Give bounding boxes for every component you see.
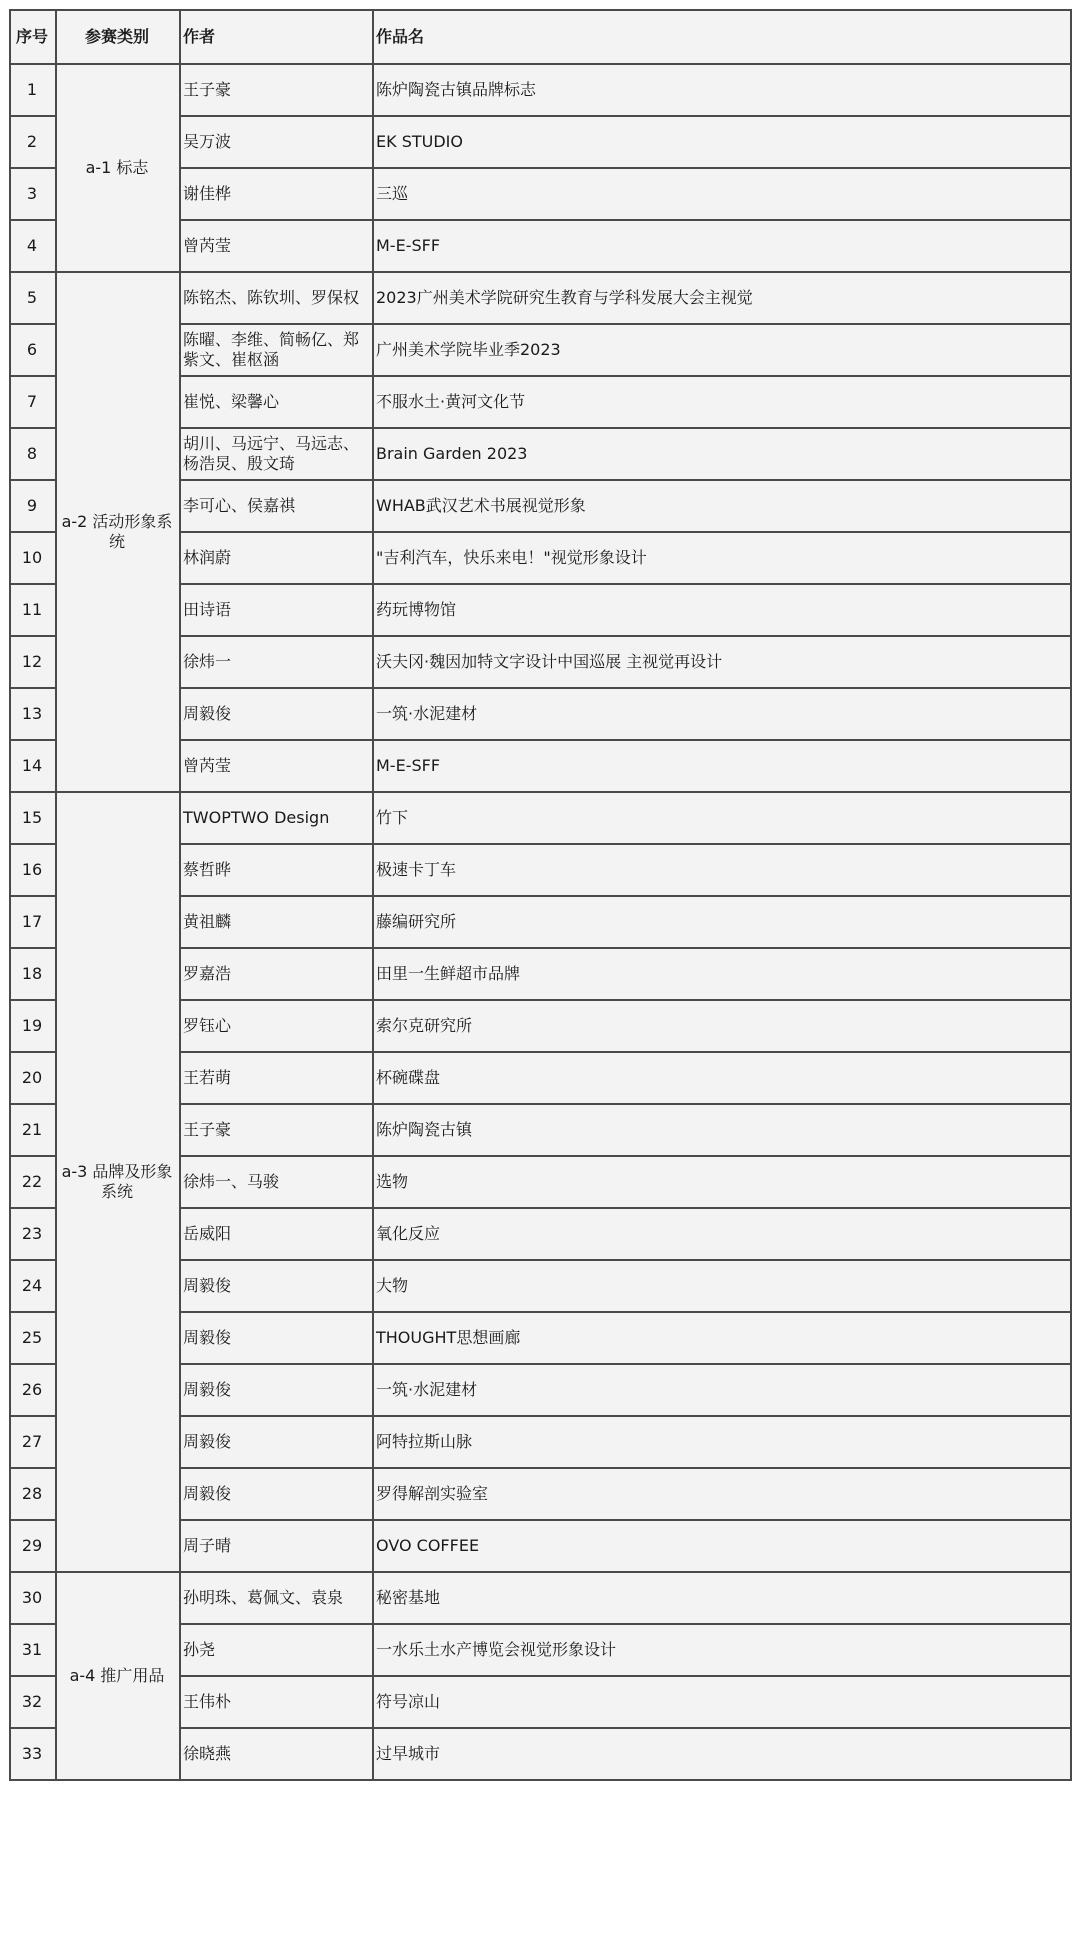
- row-number: 23: [10, 1208, 56, 1260]
- work-title-cell: M-E-SFF: [373, 220, 1071, 272]
- row-number: 10: [10, 532, 56, 584]
- row-number: 5: [10, 272, 56, 324]
- author-cell: 黄祖麟: [180, 896, 373, 948]
- work-title-cell: Brain Garden 2023: [373, 428, 1071, 480]
- work-title-cell: 氧化反应: [373, 1208, 1071, 1260]
- row-number: 11: [10, 584, 56, 636]
- table-body: [10, 64, 1071, 1780]
- author-cell: 曾芮莹: [180, 740, 373, 792]
- row-number: 14: [10, 740, 56, 792]
- author-cell: 岳威阳: [180, 1208, 373, 1260]
- table-row: [10, 64, 1071, 116]
- work-title-cell: 杯碗碟盘: [373, 1052, 1071, 1104]
- author-cell: 孙明珠、葛佩文、袁泉: [180, 1572, 373, 1624]
- header-category: 参赛类别: [56, 10, 180, 64]
- author-cell: 陈铭杰、陈钦圳、罗保权: [180, 272, 373, 324]
- row-number: 12: [10, 636, 56, 688]
- work-title-cell: 三巡: [373, 168, 1071, 220]
- row-number: 4: [10, 220, 56, 272]
- work-title-cell: 一筑·水泥建材: [373, 688, 1071, 740]
- author-cell: 徐晓燕: [180, 1728, 373, 1780]
- category-cell: a-1 标志: [56, 64, 180, 272]
- work-title-cell: 2023广州美术学院研究生教育与学科发展大会主视觉: [373, 272, 1071, 324]
- author-cell: 周毅俊: [180, 1416, 373, 1468]
- row-number: 1: [10, 64, 56, 116]
- author-cell: 周毅俊: [180, 1468, 373, 1520]
- row-number: 29: [10, 1520, 56, 1572]
- work-title-cell: 过早城市: [373, 1728, 1071, 1780]
- author-cell: 曾芮莹: [180, 220, 373, 272]
- work-title-cell: 选物: [373, 1156, 1071, 1208]
- work-title-cell: 一筑·水泥建材: [373, 1364, 1071, 1416]
- author-cell: 王伟朴: [180, 1676, 373, 1728]
- author-cell: 徐炜一: [180, 636, 373, 688]
- author-cell: 孙尧: [180, 1624, 373, 1676]
- row-number: 28: [10, 1468, 56, 1520]
- work-title-cell: "吉利汽车，快乐来电！"视觉形象设计: [373, 532, 1071, 584]
- row-number: 24: [10, 1260, 56, 1312]
- header-work: 作品名: [373, 10, 1071, 64]
- row-number: 16: [10, 844, 56, 896]
- author-cell: 周子晴: [180, 1520, 373, 1572]
- author-cell: TWOPTWO Design: [180, 792, 373, 844]
- category-cell: a-2 活动形象系统: [56, 272, 180, 792]
- header-author: 作者: [180, 10, 373, 64]
- work-title-cell: 陈炉陶瓷古镇品牌标志: [373, 64, 1071, 116]
- work-title-cell: 索尔克研究所: [373, 1000, 1071, 1052]
- author-cell: 陈曜、李维、简畅亿、郑紫文、崔枢涵: [180, 324, 373, 376]
- author-cell: 吴万波: [180, 116, 373, 168]
- row-number: 7: [10, 376, 56, 428]
- author-cell: 崔悦、梁馨心: [180, 376, 373, 428]
- author-cell: 王子豪: [180, 64, 373, 116]
- author-cell: 罗钰心: [180, 1000, 373, 1052]
- work-title-cell: 田里一生鲜超市品牌: [373, 948, 1071, 1000]
- author-cell: 周毅俊: [180, 1260, 373, 1312]
- work-title-cell: 符号凉山: [373, 1676, 1071, 1728]
- header-number: 序号: [10, 10, 56, 64]
- table-header-row: [10, 10, 1071, 64]
- row-number: 8: [10, 428, 56, 480]
- author-cell: 周毅俊: [180, 1312, 373, 1364]
- table-row: [10, 792, 1071, 844]
- row-number: 17: [10, 896, 56, 948]
- row-number: 2: [10, 116, 56, 168]
- row-number: 26: [10, 1364, 56, 1416]
- row-number: 9: [10, 480, 56, 532]
- work-title-cell: 藤编研究所: [373, 896, 1071, 948]
- author-cell: 谢佳桦: [180, 168, 373, 220]
- row-number: 25: [10, 1312, 56, 1364]
- author-cell: 王子豪: [180, 1104, 373, 1156]
- work-title-cell: WHAB武汉艺术书展视觉形象: [373, 480, 1071, 532]
- row-number: 31: [10, 1624, 56, 1676]
- row-number: 33: [10, 1728, 56, 1780]
- author-cell: 周毅俊: [180, 688, 373, 740]
- work-title-cell: OVO COFFEE: [373, 1520, 1071, 1572]
- row-number: 21: [10, 1104, 56, 1156]
- category-cell: a-4 推广用品: [56, 1572, 180, 1780]
- row-number: 13: [10, 688, 56, 740]
- author-cell: 罗嘉浩: [180, 948, 373, 1000]
- work-title-cell: 秘密基地: [373, 1572, 1071, 1624]
- row-number: 6: [10, 324, 56, 376]
- author-cell: 王若萌: [180, 1052, 373, 1104]
- work-title-cell: M-E-SFF: [373, 740, 1071, 792]
- author-cell: 蔡哲晔: [180, 844, 373, 896]
- work-title-cell: 不服水土·黄河文化节: [373, 376, 1071, 428]
- row-number: 3: [10, 168, 56, 220]
- row-number: 19: [10, 1000, 56, 1052]
- row-number: 30: [10, 1572, 56, 1624]
- author-cell: 林润蔚: [180, 532, 373, 584]
- row-number: 20: [10, 1052, 56, 1104]
- author-cell: 胡川、马远宁、马远志、杨浩炅、殷文琦: [180, 428, 373, 480]
- work-title-cell: THOUGHT思想画廊: [373, 1312, 1071, 1364]
- work-title-cell: 罗得解剖实验室: [373, 1468, 1071, 1520]
- row-number: 27: [10, 1416, 56, 1468]
- row-number: 18: [10, 948, 56, 1000]
- work-title-cell: 陈炉陶瓷古镇: [373, 1104, 1071, 1156]
- work-title-cell: 广州美术学院毕业季2023: [373, 324, 1071, 376]
- table-row: [10, 272, 1071, 324]
- row-number: 32: [10, 1676, 56, 1728]
- work-title-cell: 大物: [373, 1260, 1071, 1312]
- author-cell: 周毅俊: [180, 1364, 373, 1416]
- table-row: [10, 1572, 1071, 1624]
- work-title-cell: 药玩博物馆: [373, 584, 1071, 636]
- category-cell: a-3 品牌及形象系统: [56, 792, 180, 1572]
- row-number: 22: [10, 1156, 56, 1208]
- work-title-cell: 阿特拉斯山脉: [373, 1416, 1071, 1468]
- author-cell: 徐炜一、马骏: [180, 1156, 373, 1208]
- author-cell: 田诗语: [180, 584, 373, 636]
- work-title-cell: EK STUDIO: [373, 116, 1071, 168]
- work-title-cell: 沃夫冈·魏因加特文字设计中国巡展 主视觉再设计: [373, 636, 1071, 688]
- work-title-cell: 竹下: [373, 792, 1071, 844]
- row-number: 15: [10, 792, 56, 844]
- author-cell: 李可心、侯嘉祺: [180, 480, 373, 532]
- work-title-cell: 一水乐土水产博览会视觉形象设计: [373, 1624, 1071, 1676]
- awards-table: [9, 9, 1072, 1781]
- work-title-cell: 极速卡丁车: [373, 844, 1071, 896]
